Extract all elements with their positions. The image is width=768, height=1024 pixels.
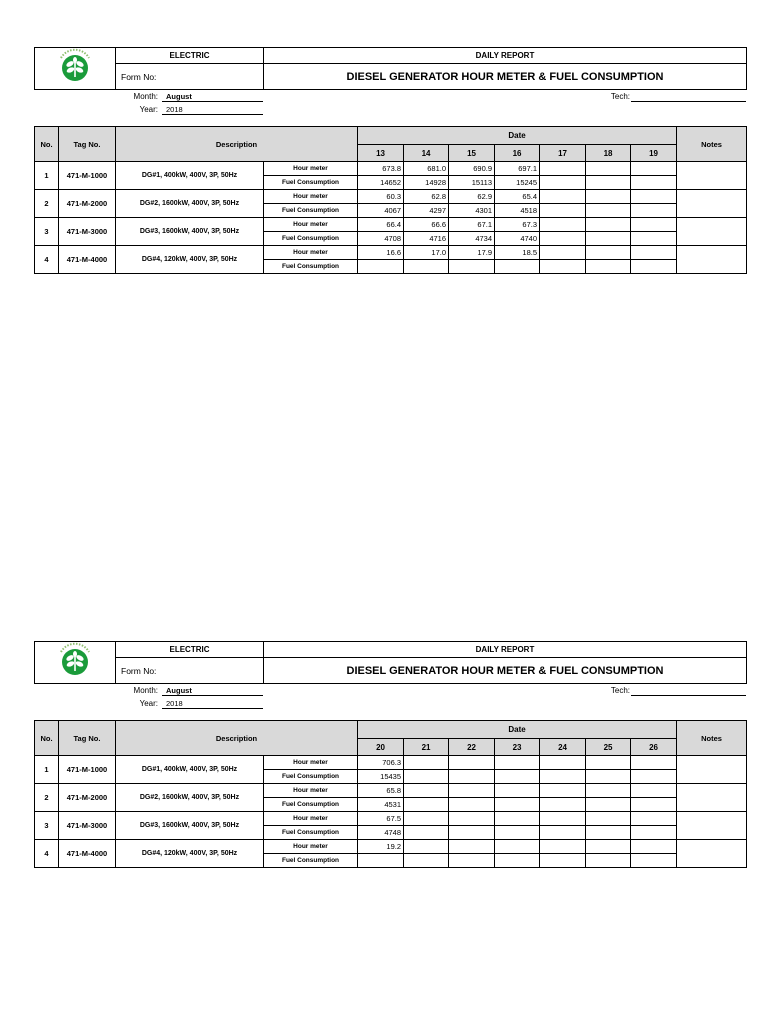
col-header-date: Date	[358, 721, 677, 739]
day-header: 26	[631, 739, 677, 756]
equipment-description: DG#4, 120kW, 400V, 3P, 50Hz	[116, 246, 264, 274]
hour-meter-cell[interactable]	[540, 812, 586, 826]
tag-number: 471-M-4000	[59, 840, 116, 868]
col-header-description: Description	[116, 721, 358, 756]
year-field[interactable]: 2018	[162, 105, 263, 115]
hour-meter-cell[interactable]: 681.0	[404, 162, 449, 176]
fuel-consumption-cell[interactable]	[540, 854, 586, 868]
fuel-consumption-cell[interactable]	[631, 204, 677, 218]
notes-cell[interactable]	[677, 840, 747, 868]
fuel-consumption-cell[interactable]	[449, 260, 495, 274]
fuel-consumption-cell[interactable]	[449, 854, 495, 868]
year-field[interactable]: 2018	[162, 699, 263, 709]
fuel-consumption-cell[interactable]: 4716	[404, 232, 449, 246]
fuel-consumption-cell[interactable]	[540, 176, 586, 190]
fuel-consumption-cell[interactable]	[586, 770, 631, 784]
col-header-notes: Notes	[677, 721, 747, 756]
fuel-consumption-cell[interactable]	[586, 176, 631, 190]
fuel-consumption-cell[interactable]: 15435	[358, 770, 404, 784]
notes-cell[interactable]	[677, 190, 747, 218]
table-row	[35, 840, 747, 854]
hour-meter-cell[interactable]: 18.5	[495, 246, 540, 260]
fuel-consumption-cell[interactable]	[631, 232, 677, 246]
fuel-consumption-cell[interactable]	[586, 232, 631, 246]
report-sheet	[34, 641, 747, 868]
hour-meter-cell[interactable]	[449, 840, 495, 854]
col-header-description: Description	[116, 127, 358, 162]
table-row	[35, 246, 747, 260]
fuel-consumption-cell[interactable]	[586, 260, 631, 274]
table-row	[35, 756, 747, 770]
col-header-no: No.	[35, 127, 59, 162]
col-header-no: No.	[35, 721, 59, 756]
fuel-consumption-cell[interactable]: 4297	[404, 204, 449, 218]
hour-meter-cell[interactable]	[586, 756, 631, 770]
fuel-consumption-cell[interactable]	[586, 204, 631, 218]
fuel-consumption-cell[interactable]	[404, 798, 449, 812]
table-row	[35, 162, 747, 176]
logo-cell	[35, 642, 116, 684]
hour-meter-cell[interactable]	[631, 784, 677, 798]
fuel-consumption-cell[interactable]	[631, 826, 677, 840]
fuel-consumption-cell[interactable]	[586, 854, 631, 868]
fuel-consumption-cell[interactable]: 4748	[358, 826, 404, 840]
hour-meter-label: Hour meter	[264, 246, 358, 260]
hour-meter-cell[interactable]	[586, 162, 631, 176]
hour-meter-cell[interactable]	[495, 784, 540, 798]
tech-field[interactable]	[631, 686, 746, 696]
fuel-consumption-cell[interactable]: 4708	[358, 232, 404, 246]
fuel-consumption-cell[interactable]	[449, 826, 495, 840]
year-label: Year:	[139, 105, 158, 114]
fuel-consumption-cell[interactable]	[586, 826, 631, 840]
equipment-description: DG#1, 400kW, 400V, 3P, 50Hz	[116, 162, 264, 190]
fuel-consumption-label: Fuel Consumption	[264, 204, 358, 218]
day-header: 23	[495, 739, 540, 756]
fuel-consumption-cell[interactable]	[495, 798, 540, 812]
hour-meter-label: Hour meter	[264, 784, 358, 798]
hour-meter-cell[interactable]	[404, 812, 449, 826]
fuel-consumption-cell[interactable]	[495, 854, 540, 868]
hour-meter-cell[interactable]	[449, 812, 495, 826]
fuel-consumption-cell[interactable]: 4518	[495, 204, 540, 218]
hour-meter-cell[interactable]: 17.0	[404, 246, 449, 260]
notes-cell[interactable]	[677, 812, 747, 840]
report-header	[34, 47, 747, 90]
equipment-description: DG#4, 120kW, 400V, 3P, 50Hz	[116, 840, 264, 868]
hour-meter-cell[interactable]	[631, 812, 677, 826]
hour-meter-cell[interactable]: 62.9	[449, 190, 495, 204]
month-field[interactable]: August	[162, 92, 263, 102]
fuel-consumption-cell[interactable]	[631, 770, 677, 784]
hour-meter-cell[interactable]	[449, 756, 495, 770]
day-header: 13	[358, 145, 404, 162]
fuel-consumption-label: Fuel Consumption	[264, 232, 358, 246]
tag-number: 471-M-2000	[59, 190, 116, 218]
day-header: 22	[449, 739, 495, 756]
hour-meter-cell[interactable]	[404, 784, 449, 798]
table-row	[35, 218, 747, 232]
fuel-consumption-cell[interactable]: 4734	[449, 232, 495, 246]
hour-meter-cell[interactable]	[631, 246, 677, 260]
hour-meter-cell[interactable]	[540, 756, 586, 770]
day-header: 17	[540, 145, 586, 162]
fuel-consumption-cell[interactable]: 4301	[449, 204, 495, 218]
fuel-consumption-cell[interactable]	[404, 826, 449, 840]
fuel-consumption-label: Fuel Consumption	[264, 260, 358, 274]
hour-meter-cell[interactable]: 62.8	[404, 190, 449, 204]
hour-meter-cell[interactable]	[631, 756, 677, 770]
fuel-consumption-cell[interactable]: 14928	[404, 176, 449, 190]
month-label: Month:	[133, 686, 158, 695]
day-header: 15	[449, 145, 495, 162]
hour-meter-cell[interactable]: 706.3	[358, 756, 404, 770]
fuel-consumption-cell[interactable]	[404, 770, 449, 784]
hour-meter-label: Hour meter	[264, 840, 358, 854]
tag-number: 471-M-3000	[59, 812, 116, 840]
fuel-consumption-label: Fuel Consumption	[264, 770, 358, 784]
fuel-consumption-cell[interactable]: 14652	[358, 176, 404, 190]
hour-meter-cell[interactable]	[586, 812, 631, 826]
day-header: 21	[404, 739, 449, 756]
fuel-consumption-label: Fuel Consumption	[264, 854, 358, 868]
day-header: 16	[495, 145, 540, 162]
report-type-label: DAILY REPORT	[264, 642, 747, 658]
hour-meter-cell[interactable]: 697.1	[495, 162, 540, 176]
hour-meter-cell[interactable]	[631, 190, 677, 204]
hour-meter-cell[interactable]: 66.6	[404, 218, 449, 232]
row-number: 1	[35, 162, 59, 190]
hour-meter-cell[interactable]	[495, 812, 540, 826]
month-label: Month:	[133, 92, 158, 101]
fuel-consumption-cell[interactable]: 4740	[495, 232, 540, 246]
report-header	[34, 641, 747, 684]
department-label: ELECTRIC	[116, 48, 264, 64]
col-header-notes: Notes	[677, 127, 747, 162]
report-type-label: DAILY REPORT	[264, 48, 747, 64]
hour-meter-cell[interactable]	[586, 190, 631, 204]
fuel-consumption-cell[interactable]	[540, 232, 586, 246]
fuel-consumption-label: Fuel Consumption	[264, 798, 358, 812]
fuel-consumption-cell[interactable]	[540, 770, 586, 784]
tag-number: 471-M-4000	[59, 246, 116, 274]
hour-meter-cell[interactable]	[631, 840, 677, 854]
department-label: ELECTRIC	[116, 642, 264, 658]
equipment-description: DG#2, 1600kW, 400V, 3P, 50Hz	[116, 190, 264, 218]
fuel-consumption-label: Fuel Consumption	[264, 826, 358, 840]
report-meta	[34, 684, 747, 720]
consumption-table	[34, 126, 747, 274]
hour-meter-cell[interactable]: 19.2	[358, 840, 404, 854]
row-number: 4	[35, 246, 59, 274]
fuel-consumption-cell[interactable]	[404, 260, 449, 274]
hour-meter-label: Hour meter	[264, 190, 358, 204]
row-number: 3	[35, 218, 59, 246]
tag-number: 471-M-3000	[59, 218, 116, 246]
fuel-consumption-label: Fuel Consumption	[264, 176, 358, 190]
notes-cell[interactable]	[677, 218, 747, 246]
hour-meter-cell[interactable]	[404, 756, 449, 770]
fuel-consumption-cell[interactable]	[449, 770, 495, 784]
day-header: 18	[586, 145, 631, 162]
fuel-consumption-cell[interactable]	[540, 826, 586, 840]
fuel-consumption-cell[interactable]	[631, 260, 677, 274]
hour-meter-cell[interactable]	[495, 840, 540, 854]
table-row	[35, 190, 747, 204]
fuel-consumption-cell[interactable]	[404, 854, 449, 868]
day-header: 20	[358, 739, 404, 756]
fuel-consumption-cell[interactable]	[495, 260, 540, 274]
tech-label: Tech:	[610, 92, 630, 101]
hour-meter-cell[interactable]	[586, 840, 631, 854]
fuel-consumption-cell[interactable]	[631, 854, 677, 868]
hour-meter-cell[interactable]: 16.6	[358, 246, 404, 260]
hour-meter-label: Hour meter	[264, 812, 358, 826]
hour-meter-cell[interactable]: 65.8	[358, 784, 404, 798]
fuel-consumption-cell[interactable]	[358, 260, 404, 274]
hour-meter-cell[interactable]	[404, 840, 449, 854]
hour-meter-cell[interactable]	[540, 840, 586, 854]
hour-meter-cell[interactable]	[586, 784, 631, 798]
report-title: DIESEL GENERATOR HOUR METER & FUEL CONSUMPTION	[264, 64, 747, 90]
hour-meter-cell[interactable]: 66.4	[358, 218, 404, 232]
company-logo-icon	[49, 48, 101, 84]
fuel-consumption-cell[interactable]	[540, 260, 586, 274]
fuel-consumption-cell[interactable]	[358, 854, 404, 868]
day-header: 25	[586, 739, 631, 756]
notes-cell[interactable]	[677, 756, 747, 784]
hour-meter-cell[interactable]	[631, 218, 677, 232]
col-header-tag: Tag No.	[59, 721, 116, 756]
hour-meter-cell[interactable]	[540, 246, 586, 260]
table-row	[35, 784, 747, 798]
row-number: 4	[35, 840, 59, 868]
hour-meter-label: Hour meter	[264, 218, 358, 232]
hour-meter-cell[interactable]: 690.9	[449, 162, 495, 176]
row-number: 2	[35, 784, 59, 812]
row-number: 3	[35, 812, 59, 840]
hour-meter-cell[interactable]: 67.1	[449, 218, 495, 232]
hour-meter-cell[interactable]	[586, 246, 631, 260]
tag-number: 471-M-1000	[59, 756, 116, 784]
hour-meter-cell[interactable]	[631, 162, 677, 176]
hour-meter-cell[interactable]	[449, 784, 495, 798]
day-header: 19	[631, 145, 677, 162]
col-header-tag: Tag No.	[59, 127, 116, 162]
hour-meter-cell[interactable]: 65.4	[495, 190, 540, 204]
fuel-consumption-cell[interactable]	[540, 798, 586, 812]
notes-cell[interactable]	[677, 784, 747, 812]
fuel-consumption-cell[interactable]: 4531	[358, 798, 404, 812]
tag-number: 471-M-1000	[59, 162, 116, 190]
notes-cell[interactable]	[677, 162, 747, 190]
fuel-consumption-cell[interactable]	[449, 798, 495, 812]
equipment-description: DG#2, 1600kW, 400V, 3P, 50Hz	[116, 784, 264, 812]
fuel-consumption-cell[interactable]	[540, 204, 586, 218]
hour-meter-cell[interactable]	[540, 784, 586, 798]
fuel-consumption-cell[interactable]	[495, 826, 540, 840]
fuel-consumption-cell[interactable]	[495, 770, 540, 784]
hour-meter-cell[interactable]: 17.9	[449, 246, 495, 260]
hour-meter-cell[interactable]	[540, 162, 586, 176]
hour-meter-label: Hour meter	[264, 162, 358, 176]
fuel-consumption-cell[interactable]	[631, 798, 677, 812]
hour-meter-cell[interactable]: 673.8	[358, 162, 404, 176]
tech-field[interactable]	[631, 92, 746, 102]
consumption-table	[34, 720, 747, 868]
hour-meter-cell[interactable]	[540, 190, 586, 204]
table-row	[35, 812, 747, 826]
day-header: 24	[540, 739, 586, 756]
fuel-consumption-cell[interactable]: 4067	[358, 204, 404, 218]
row-number: 1	[35, 756, 59, 784]
tech-label: Tech:	[610, 686, 630, 695]
fuel-consumption-cell[interactable]	[586, 798, 631, 812]
hour-meter-cell[interactable]: 60.3	[358, 190, 404, 204]
equipment-description: DG#3, 1600kW, 400V, 3P, 50Hz	[116, 218, 264, 246]
report-meta	[34, 90, 747, 126]
col-header-date: Date	[358, 127, 677, 145]
form-no-label: Form No:	[116, 658, 264, 684]
row-number: 2	[35, 190, 59, 218]
equipment-description: DG#3, 1600kW, 400V, 3P, 50Hz	[116, 812, 264, 840]
form-no-label: Form No:	[116, 64, 264, 90]
month-field[interactable]: August	[162, 686, 263, 696]
fuel-consumption-cell[interactable]	[631, 176, 677, 190]
report-sheet	[34, 47, 747, 274]
equipment-description: DG#1, 400kW, 400V, 3P, 50Hz	[116, 756, 264, 784]
hour-meter-cell[interactable]	[495, 756, 540, 770]
hour-meter-cell[interactable]	[540, 218, 586, 232]
tag-number: 471-M-2000	[59, 784, 116, 812]
day-header: 14	[404, 145, 449, 162]
hour-meter-cell[interactable]	[586, 218, 631, 232]
company-logo-icon	[49, 642, 101, 678]
hour-meter-cell[interactable]: 67.3	[495, 218, 540, 232]
logo-cell	[35, 48, 116, 90]
notes-cell[interactable]	[677, 246, 747, 274]
fuel-consumption-cell[interactable]: 15245	[495, 176, 540, 190]
hour-meter-cell[interactable]: 67.5	[358, 812, 404, 826]
report-title: DIESEL GENERATOR HOUR METER & FUEL CONSUMPTION	[264, 658, 747, 684]
hour-meter-label: Hour meter	[264, 756, 358, 770]
fuel-consumption-cell[interactable]: 15113	[449, 176, 495, 190]
year-label: Year:	[139, 699, 158, 708]
